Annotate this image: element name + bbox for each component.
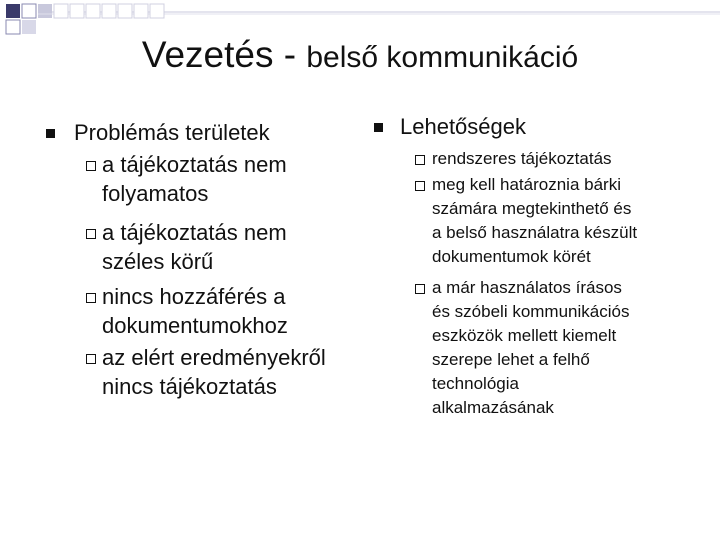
deco-square <box>22 4 36 18</box>
deco-square <box>38 4 52 18</box>
checkbox-bullet-icon <box>86 161 96 171</box>
checkbox-bullet-icon <box>415 284 425 294</box>
right-item-line: a már használatos írásos <box>432 278 622 297</box>
deco-square <box>6 4 20 18</box>
checkbox-bullet-icon <box>86 354 96 364</box>
slide-title-separator: - <box>273 34 307 75</box>
square-bullet-icon <box>46 129 55 138</box>
right-item-line: a belső használatra készült <box>432 223 638 242</box>
deco-grid <box>54 4 164 18</box>
checkbox-bullet-icon <box>415 181 425 191</box>
right-item-line: számára megtekinthető és <box>432 199 632 218</box>
left-item-line: a tájékoztatás nem <box>102 220 287 245</box>
left-item-line: folyamatos <box>102 181 209 206</box>
right-item-line: szerepe lehet a felhő <box>432 350 590 369</box>
slide-title-main: Vezetés <box>141 34 274 75</box>
right-item-line: alkalmazásának <box>432 398 554 417</box>
right-item-line: technológia <box>432 374 519 393</box>
right-item-line: rendszeres tájékoztatás <box>432 149 612 168</box>
left-item-line: dokumentumokhoz <box>102 313 288 338</box>
deco-square <box>6 20 20 34</box>
left-item-line: az elért eredményekről <box>102 345 326 370</box>
left-heading: Problémás területek <box>74 120 270 145</box>
checkbox-bullet-icon <box>415 155 425 165</box>
right-heading: Lehetőségek <box>400 114 526 139</box>
left-item-line: nincs tájékoztatás <box>102 374 277 399</box>
right-item-line: meg kell határoznia bárki <box>432 175 621 194</box>
right-item-line: eszközök mellett kiemelt <box>432 326 617 345</box>
slide-title <box>0 34 720 76</box>
deco-square <box>22 20 36 34</box>
square-bullet-icon <box>374 123 383 132</box>
left-item-line: nincs hozzáférés a <box>102 284 286 309</box>
left-item-line: a tájékoztatás nem <box>102 152 287 177</box>
right-item-line: dokumentumok körét <box>432 247 591 266</box>
checkbox-bullet-icon <box>86 229 96 239</box>
right-item-line: és szóbeli kommunikációs <box>432 302 630 321</box>
slide-title-subtitle: belső kommunikáció <box>306 41 579 74</box>
checkbox-bullet-icon <box>86 293 96 303</box>
left-item-line: széles körű <box>102 249 214 274</box>
